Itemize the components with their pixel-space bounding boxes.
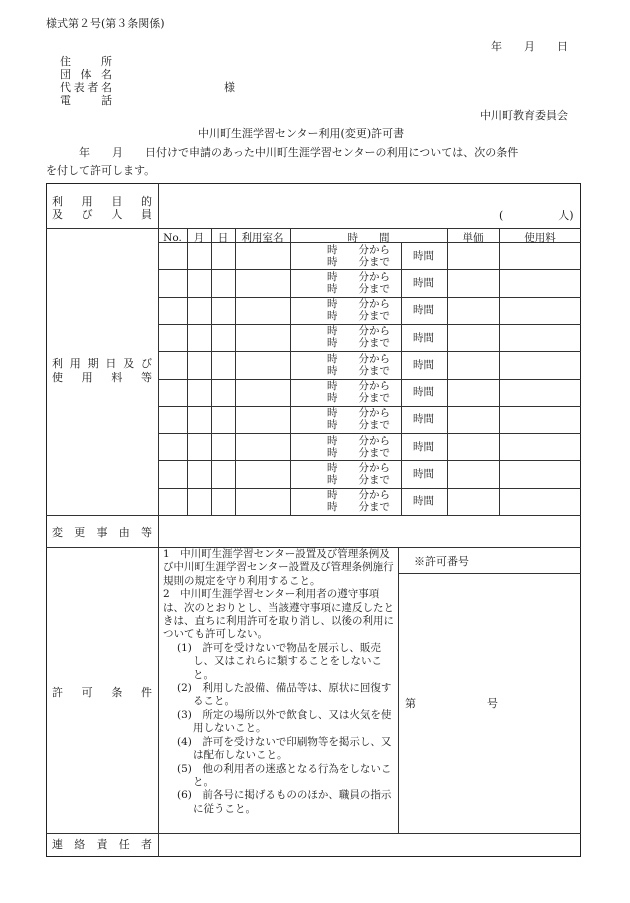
contact-person-label: 連 絡 責 任 者 <box>52 838 152 851</box>
time-from: 時 分から <box>327 407 390 420</box>
hours-cell: 時間 <box>413 468 434 481</box>
schedule-label-line-1: 利 用 期 日 及 び <box>52 357 152 370</box>
time-to: 時 分まで <box>327 282 390 295</box>
permit-label-line <box>398 573 581 574</box>
time-from: 時 分から <box>327 352 390 365</box>
header-day: 日 <box>217 232 229 244</box>
header-unit-price: 単価 <box>462 232 484 244</box>
time-from: 時 分から <box>327 270 390 283</box>
condition-2-item-1: (1) 許可を受けないで物品を展示し、販売し、又はこれらに類することをしないこと。 <box>177 641 382 681</box>
time-from: 時 分から <box>327 243 390 256</box>
address-label: 住 所 <box>60 55 112 68</box>
schedule-row-line <box>158 460 581 461</box>
schedule-column-divider <box>290 228 291 515</box>
purpose-label-line-1: 利 用 目 的 <box>52 195 152 208</box>
condition-2-item-4: (4) 許可を受けないで印刷物等を掲示し、又は配布しないこと。 <box>177 735 392 762</box>
representative-label: 代表者名 <box>60 81 112 94</box>
hours-cell: 時間 <box>413 495 434 508</box>
time-from: 時 分から <box>327 461 390 474</box>
time-to: 時 分まで <box>327 364 390 377</box>
time-range-cell <box>327 489 390 513</box>
time-from: 時 分から <box>327 489 390 502</box>
hours-cell: 時間 <box>413 386 434 399</box>
label-column-divider <box>158 183 159 857</box>
schedule-column-divider <box>187 228 188 515</box>
change-reason-label: 変 更 事 由 等 <box>52 526 152 539</box>
header-time: 時 間 <box>347 232 390 244</box>
conditions-label: 許 可 条 件 <box>52 686 152 699</box>
issuer-name: 中川町教育委員会 <box>480 109 568 122</box>
conditions-text <box>163 548 395 816</box>
purpose-label-line-2: 及 び 人 員 <box>52 208 152 221</box>
header-month: 月 <box>193 232 205 244</box>
date-line: 年 月 日 <box>491 40 568 53</box>
time-to: 時 分まで <box>327 337 390 350</box>
time-range-cell <box>327 325 390 349</box>
row-divider-conditions <box>46 833 581 834</box>
form-number: 様式第２号(第３条関係) <box>46 17 165 30</box>
group-name-label: 団 体 名 <box>60 68 112 81</box>
time-to: 時 分まで <box>327 446 390 459</box>
permit-number-label: ※許可番号 <box>414 555 469 568</box>
time-range-cell <box>327 435 390 459</box>
time-range-cell <box>327 407 390 431</box>
header-room: 利用室名 <box>241 232 284 244</box>
permit-column-divider <box>398 547 399 833</box>
condition-2-item-5: (5) 他の利用者の迷惑となる行為をしないこと。 <box>177 762 392 788</box>
header-fee: 使用料 <box>524 232 556 244</box>
hours-cell: 時間 <box>413 358 434 371</box>
time-to: 時 分まで <box>327 501 390 514</box>
time-from: 時 分から <box>327 380 390 392</box>
hours-column-divider <box>401 242 402 515</box>
hours-cell: 時間 <box>413 276 434 289</box>
time-range-cell <box>327 462 390 486</box>
time-range-cell <box>327 244 390 268</box>
time-to: 時 分まで <box>327 473 390 486</box>
row-divider-purpose <box>46 228 581 229</box>
schedule-column-divider <box>235 228 236 515</box>
condition-2-item-6: (6) 前各号に掲げるもののほか、職員の指示に従うこと。 <box>177 789 392 815</box>
hours-cell: 時間 <box>413 440 434 453</box>
condition-2: 2 中川町生涯学習センター利用者の遵守事項は、次のとおりとし、当該遵守事項に違反したときは、直ちに利用許可を取り消し、以後の利用についても許可しない。 <box>163 588 394 641</box>
condition-2-item-3: (3) 所定の場所以外で飲食し、又は火気を使用しないこと。 <box>177 708 392 735</box>
time-from: 時 分から <box>327 298 390 311</box>
condition-1: 1 中川町生涯学習センター設置及び管理条例及び中川町生涯学習センター設置及び管理条例施行規則の規定を守り利用すること。 <box>163 548 394 587</box>
time-range-cell <box>327 298 390 322</box>
document-title: 中川町生涯学習センター利用(変更)許可書 <box>198 127 405 140</box>
schedule-label-line-2: 使 用 料 等 <box>52 371 152 384</box>
time-to: 時 分まで <box>327 392 390 405</box>
time-from: 時 分から <box>327 325 390 338</box>
time-range-cell <box>327 271 390 295</box>
schedule-column-divider <box>499 228 500 515</box>
permit-number-go: 号 <box>487 697 498 710</box>
schedule-column-divider <box>211 228 212 515</box>
time-range-cell <box>327 380 390 404</box>
header-no: No. <box>163 232 182 244</box>
hours-cell: 時間 <box>413 249 434 262</box>
time-range-cell <box>327 353 390 377</box>
schedule-column-divider <box>447 228 448 515</box>
sama-honorific: 様 <box>224 81 235 94</box>
time-from: 時 分から <box>327 434 390 447</box>
row-divider-schedule <box>46 515 581 516</box>
time-to: 時 分まで <box>327 255 390 268</box>
intro-line-2: を付して許可します。 <box>46 164 156 177</box>
persons-placeholder: ( 人) <box>499 209 574 222</box>
permit-number-dai: 第 <box>405 697 416 710</box>
phone-label: 電 話 <box>60 94 112 107</box>
intro-line-1: 年 月 日付けで申請のあった中川町生涯学習センターの利用については、次の条件 <box>46 146 519 159</box>
time-to: 時 分まで <box>327 419 390 432</box>
hours-cell: 時間 <box>413 413 434 426</box>
condition-2-item-2: (2) 利用した設備、備品等は、原状に回復すること。 <box>177 682 392 708</box>
hours-cell: 時間 <box>413 331 434 344</box>
time-to: 時 分まで <box>327 310 390 323</box>
hours-cell: 時間 <box>413 304 434 317</box>
